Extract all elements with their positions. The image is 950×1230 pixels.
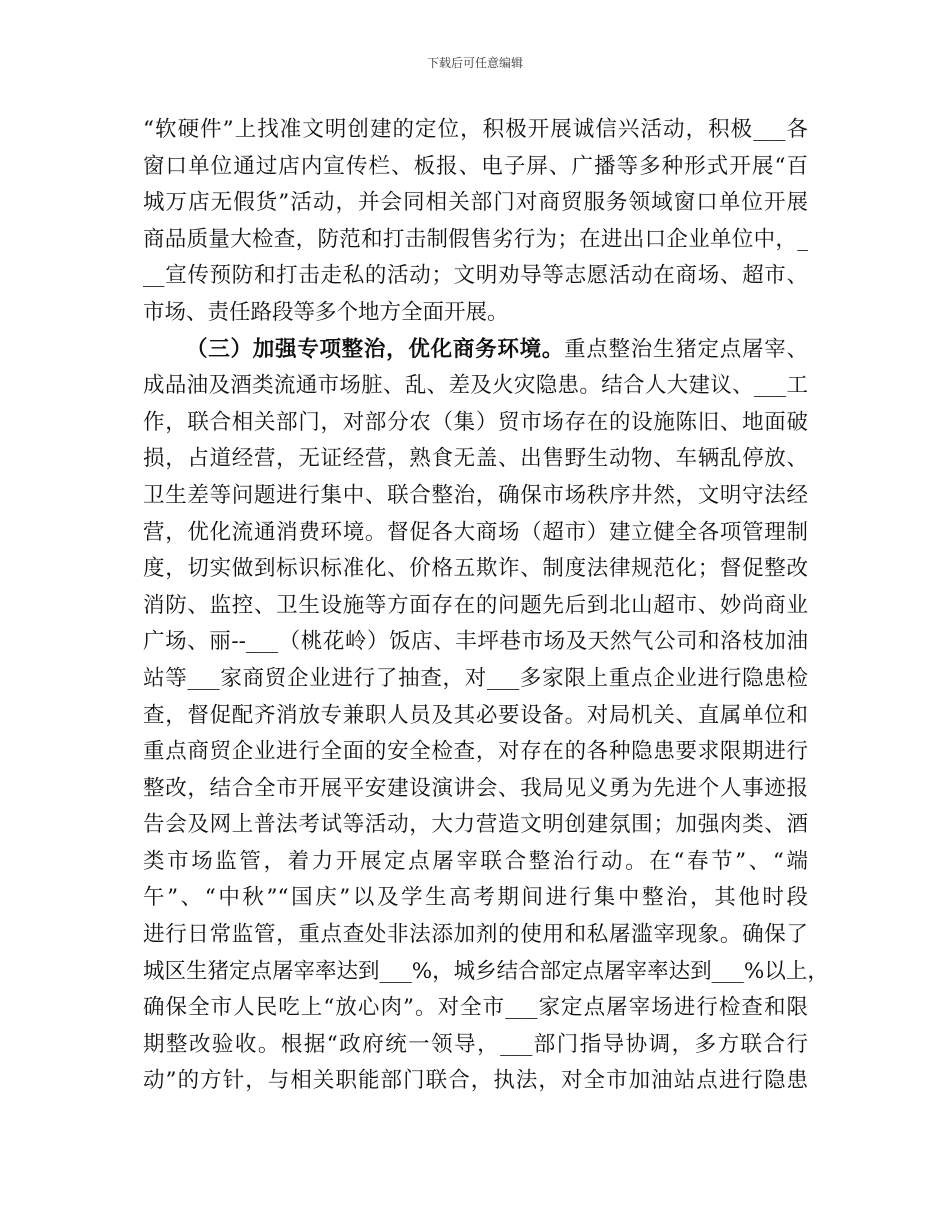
text-line: 站等___家商贸企业进行了抽查，对___多家限上重点企业进行隐患检 [143, 665, 808, 691]
text-line: 作，联合相关部门，对部分农（集）贸市场存在的设施陈旧、地面破 [143, 409, 808, 435]
text-line: 城万店无假货”活动，并会同相关部门对商贸服务领域窗口单位开展 [143, 190, 808, 216]
text-line: 卫生差等问题进行集中、联合整治，确保市场秩序井然，文明守法经 [143, 482, 808, 508]
section-heading-line [143, 332, 808, 369]
text-line: 营，优化流通消费环境。督促各大商场（超市）建立健全各项管理制 [143, 519, 808, 545]
text-line: 确保全市人民吃上“放心肉”。对全市___家定点屠宰场进行检查和限 [143, 995, 808, 1021]
text-line: 城区生猪定点屠宰率达到___%，城乡结合部定点屠宰率达到___%以上， [143, 958, 829, 984]
text-line: 期整改验收。根据“政府统一领导，___部门指导协调，多方联合行 [143, 1031, 808, 1057]
text-line: 告会及网上普法考试等活动，大力营造文明创建氛围；加强肉类、酒 [143, 812, 808, 838]
section-heading-rest: 重点整治生猪定点屠宰、 [564, 336, 808, 362]
text-line: 查，督促配齐消放专兼职人员及其必要设备。对局机关、直属单位和 [143, 702, 808, 728]
text-line: 重点商贸企业进行全面的安全检查，对存在的各种隐患要求限期进行 [143, 739, 808, 765]
text-line: 午”、“中秋”“国庆”以及学生高考期间进行集中整治，其他时段 [143, 885, 808, 911]
text-line: 损，占道经营，无证经营，熟食无盖、出售野生动物、车辆乱停放、 [143, 446, 808, 472]
text-line: “软硬件”上找准文明创建的定位，积极开展诚信兴活动，积极___各 [143, 117, 808, 142]
text-line: 消防、监控、卫生设施等方面存在的问题先后到北山超市、妙尚商业 [143, 592, 808, 618]
text-line: 窗口单位通过店内宣传栏、板报、电子屏、广播等多种形式开展“百 [143, 153, 808, 179]
text-line: 进行日常监管，重点查处非法添加剂的使用和私屠滥宰现象。确保了 [143, 922, 808, 948]
document-body [143, 112, 829, 1100]
paragraph-1 [143, 112, 808, 332]
text-line: 市场、责任路段等多个地方全面开展。 [143, 299, 509, 325]
text-line: 商品质量大检查，防范和打击制假售劣行为；在进出口企业单位中，_ [143, 226, 808, 252]
text-line: 类市场监管，着力开展定点屠宰联合整治行动。在“春节”、“端 [143, 848, 808, 874]
text-line: 动”的方针，与相关职能部门联合，执法，对全市加油站点进行隐患 [143, 1068, 808, 1094]
text-line: __宣传预防和打击走私的活动；文明劝导等志愿活动在商场、超市、 [143, 263, 808, 289]
section-heading: （三）加强专项整治，优化商务环境。 [186, 336, 565, 362]
page-header: 下载后可任意编辑 [426, 56, 523, 70]
text-line: 度，切实做到标识标准化、价格五欺诈、制度法律规范化；督促整改 [143, 556, 808, 582]
paragraph-2 [143, 368, 829, 1100]
text-line: 整改，结合全市开展平安建设演讲会、我局见义勇为先进个人事迹报 [143, 775, 808, 801]
text-line: 成品油及酒类流通市场脏、乱、差及火灾隐患。结合人大建议、___工 [143, 373, 808, 399]
text-line: 广场、丽--___（桃花岭）饭店、丰坪巷市场及天然气公司和洛枝加油 [143, 629, 808, 655]
